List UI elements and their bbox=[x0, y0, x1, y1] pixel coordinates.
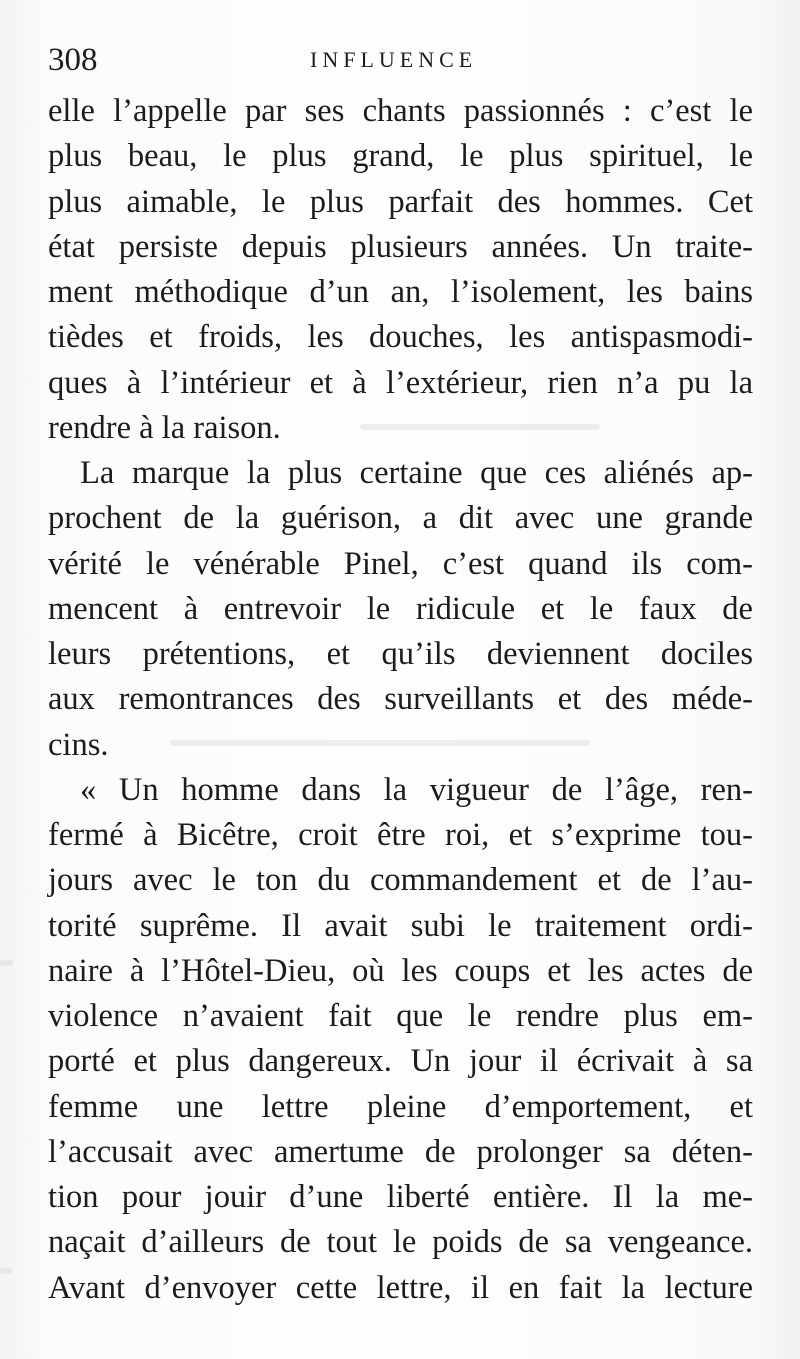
text-line: ment méthodique d’un an, l’isolement, les bains bbox=[48, 274, 753, 310]
text-line: tion pour jouir d’une liberté entière. Il la me- bbox=[48, 1179, 753, 1215]
running-head: INFLUENCE bbox=[310, 47, 478, 72]
text-line: elle l’appelle par ses chants passionnés : c’est le bbox=[48, 93, 753, 129]
text-line: l’accusait avec amertume de prolonger sa déten- bbox=[48, 1133, 753, 1170]
text-line: torité suprême. Il avait subi le traitement ordi- bbox=[48, 907, 753, 944]
text-line: jours avec le ton du commandement et de l’au- bbox=[48, 862, 753, 899]
text-line: plus beau, le plus grand, le plus spirituel, le bbox=[48, 138, 753, 175]
page-number: 308 bbox=[48, 42, 98, 78]
text-line: violence n’avaient fait que le rendre plus em- bbox=[48, 998, 753, 1034]
text-line: cins. bbox=[48, 726, 109, 763]
text-line: rendre à la raison. bbox=[48, 409, 281, 446]
body-text bbox=[48, 89, 753, 1311]
text-line: leurs prétentions, et qu’ils deviennent dociles bbox=[48, 636, 753, 672]
text-line: aux remontrances des surveillants et des méde- bbox=[48, 681, 753, 718]
text-line: tièdes et froids, les douches, les antispasmodi- bbox=[48, 319, 753, 356]
text-line: mencent à entrevoir le ridicule et le faux de bbox=[48, 590, 753, 627]
text-line: prochent de la guérison, a dit avec une grande bbox=[48, 500, 753, 537]
text-line: naçait d’ailleurs de tout le poids de sa vengeance. bbox=[48, 1224, 753, 1261]
text-line: état persiste depuis plusieurs années. Un traite- bbox=[48, 228, 753, 265]
text-line: « Un homme dans la vigueur de l’âge, ren- bbox=[80, 771, 753, 808]
page-header bbox=[48, 38, 753, 82]
text-line: naire à l’Hôtel-Dieu, où les coups et les actes de bbox=[48, 952, 753, 989]
text-line: ques à l’intérieur et à l’extérieur, rien n’a pu la bbox=[48, 364, 753, 401]
text-line: fermé à Bicêtre, croit être roi, et s’exprime tou- bbox=[48, 817, 753, 853]
text-line: plus aimable, le plus parfait des hommes. Cet bbox=[48, 183, 753, 220]
text-line: La marque la plus certaine que ces aliénés ap- bbox=[80, 455, 753, 491]
text-line: femme une lettre pleine d’emportement, et bbox=[48, 1088, 753, 1125]
text-line: Avant d’envoyer cette lettre, il en fait la lecture bbox=[48, 1269, 753, 1306]
text-line: vérité le vénérable Pinel, c’est quand ils com- bbox=[48, 545, 753, 582]
text-line: porté et plus dangereux. Un jour il écrivait à sa bbox=[48, 1043, 753, 1080]
